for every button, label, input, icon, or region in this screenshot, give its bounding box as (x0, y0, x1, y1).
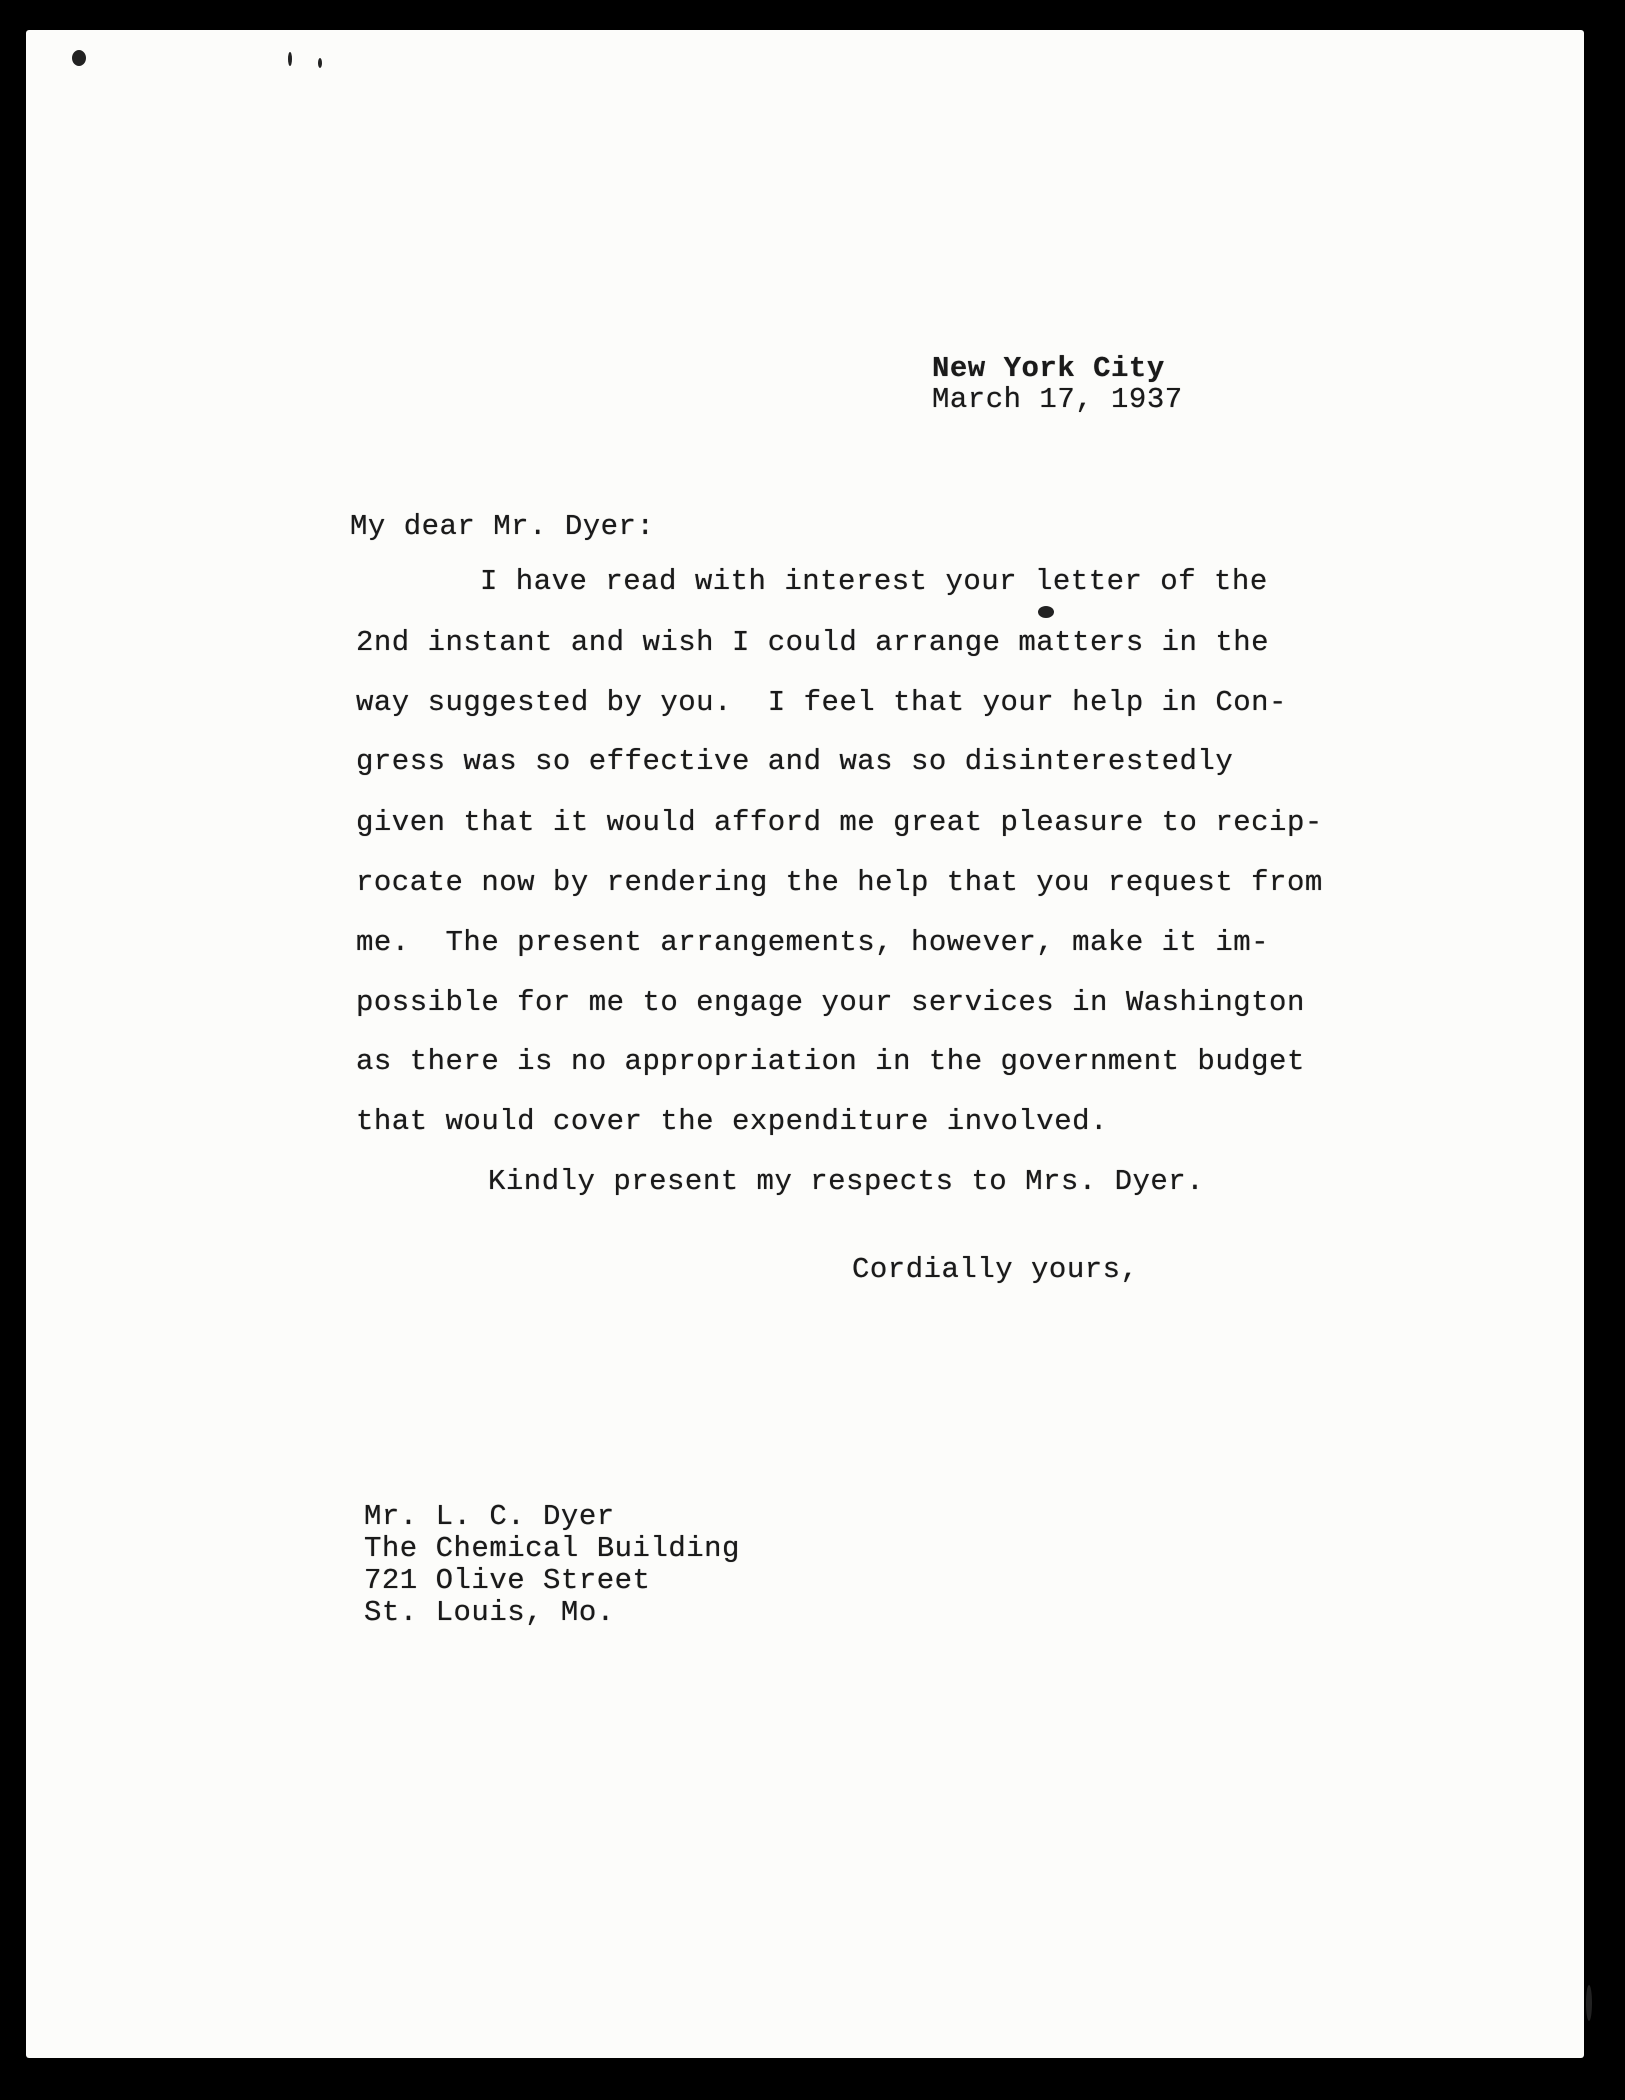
letter-salutation: My dear Mr. Dyer: (350, 510, 655, 543)
complimentary-close: Cordially yours, (852, 1253, 1139, 1286)
body-line: me. The present arrangements, however, make it im- (356, 926, 1270, 959)
body-line: I have read with interest your letter of the (480, 565, 1268, 598)
body-line: way suggested by you. I feel that your help in Con- (356, 686, 1287, 719)
body-line: rocate now by rendering the help that you request from (356, 866, 1323, 899)
body-line: as there is no appropriation in the government budget (356, 1045, 1305, 1078)
scan-artifact (1038, 606, 1054, 618)
body-line: that would cover the expenditure involved. (356, 1105, 1108, 1138)
scan-artifact (1586, 1985, 1592, 2021)
addressee-line: The Chemical Building (364, 1532, 740, 1565)
letter-page (26, 30, 1584, 2058)
closing-paragraph: Kindly present my respects to Mrs. Dyer. (488, 1165, 1205, 1198)
addressee-name: Mr. L. C. Dyer (364, 1500, 615, 1533)
scan-artifact (288, 52, 292, 66)
body-line: given that it would afford me great pleasure to recip- (356, 806, 1323, 839)
scan-artifact (72, 50, 86, 66)
scan-artifact (318, 58, 322, 68)
addressee-line: 721 Olive Street (364, 1564, 651, 1597)
letter-date: March 17, 1937 (932, 383, 1183, 416)
body-line: gress was so effective and was so disinterestedly (356, 745, 1234, 778)
addressee-line: St. Louis, Mo. (364, 1596, 615, 1629)
letter-place: New York City (932, 352, 1165, 385)
body-line: 2nd instant and wish I could arrange matters in the (356, 626, 1270, 659)
body-line: possible for me to engage your services in Washington (356, 986, 1305, 1019)
